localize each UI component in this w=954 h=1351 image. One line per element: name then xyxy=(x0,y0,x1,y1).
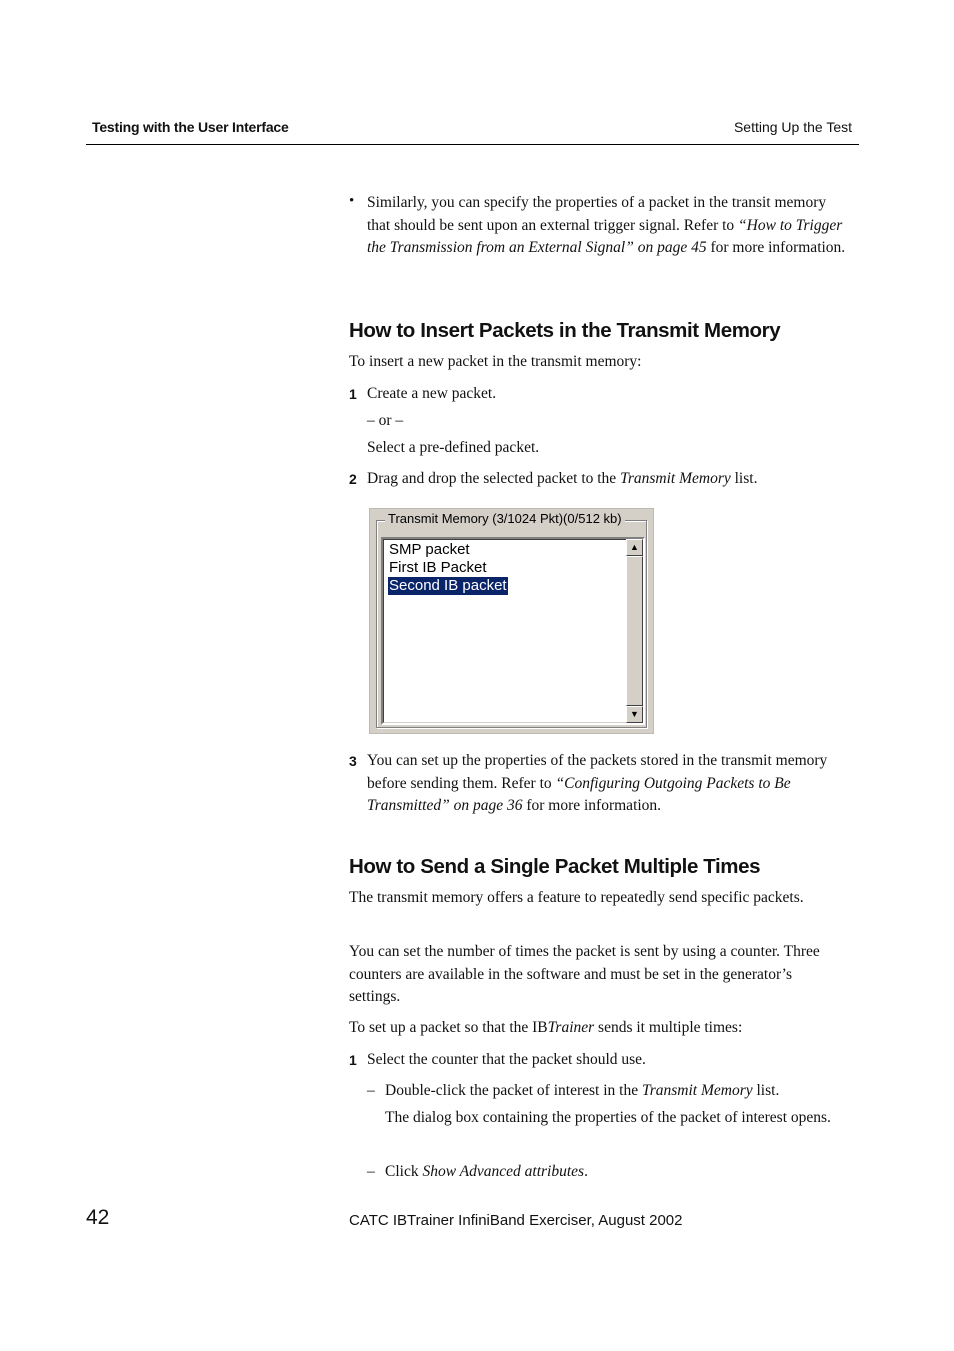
step1-text: Create a new packet. xyxy=(367,385,497,402)
groupbox-title: Transmit Memory (3/1024 Pkt)(0/512 kb) xyxy=(385,511,625,526)
step-number: 1 xyxy=(349,1052,357,1068)
cross-reference-link[interactable]: “How to Trigger the Transmission from an External Signal” on page 45 xyxy=(367,216,843,256)
dash-marker: – xyxy=(367,1163,375,1180)
step1-or: – or – xyxy=(367,412,404,429)
scroll-up-icon[interactable]: ▲ xyxy=(626,539,643,556)
list-item[interactable]: SMP packet xyxy=(389,541,470,558)
section-heading-send-multiple: How to Send a Single Packet Multiple Times xyxy=(349,855,761,878)
step-number: 1 xyxy=(349,386,357,402)
header-rule xyxy=(86,144,859,145)
substep-2-text: Click Show Advanced attributes. xyxy=(385,1163,588,1180)
page-number: 42 xyxy=(86,1206,110,1229)
section1-lead: To insert a new packet in the transmit memory: xyxy=(349,353,642,370)
step1-alt: Select a pre-defined packet. xyxy=(367,439,540,456)
intro-text: Similarly, you can specify the properties of a packet in the transit memory that should be sent upon an external trigger signal. Refer to xyxy=(367,194,827,234)
section2-paragraph-1: The transmit memory offers a feature to repeatedly send specific packets. xyxy=(349,889,804,906)
intro-bullet-text xyxy=(367,192,852,260)
vertical-scrollbar[interactable] xyxy=(626,539,643,723)
running-header-right: Setting Up the Test xyxy=(733,119,852,135)
intro-text-end: for more information. xyxy=(706,239,846,256)
section2-step1-text: Select the counter that the packet should use. xyxy=(367,1051,646,1068)
scroll-thumb[interactable] xyxy=(626,556,643,706)
bullet-marker: • xyxy=(349,193,355,209)
transmit-memory-list[interactable] xyxy=(381,537,645,725)
transmit-memory-groupbox xyxy=(369,508,654,734)
section2-paragraph-3: To set up a packet so that the IBTrainer sends it multiple times: xyxy=(349,1019,743,1036)
scroll-down-icon[interactable]: ▼ xyxy=(626,706,643,723)
step2-text: Drag and drop the selected packet to the Transmit Memory list. xyxy=(367,470,758,487)
dash-marker: – xyxy=(367,1082,375,1099)
section2-paragraph-2: You can set the number of times the packet is sent by using a counter. Three counters are available in the software and must be set in the generator’s settings. xyxy=(349,943,820,1005)
list-item[interactable]: First IB Packet xyxy=(389,559,487,576)
running-header-left: Testing with the User Interface xyxy=(92,119,289,135)
section-heading-insert-packets: How to Insert Packets in the Transmit Memory xyxy=(349,319,781,342)
substep-1-note: The dialog box containing the properties of the packet of interest opens. xyxy=(385,1109,831,1126)
list-item-selected[interactable]: Second IB packet xyxy=(389,577,507,594)
step-number: 2 xyxy=(349,471,357,487)
substep-1-text: Double-click the packet of interest in the Transmit Memory list. xyxy=(385,1082,780,1099)
cross-reference-link[interactable]: “Configuring Outgoing Packets to Be Transmitted” on page 36 xyxy=(367,774,791,814)
step-number: 3 xyxy=(349,753,357,769)
step3-text: You can set up the properties of the packets stored in the transmit memory before sending them. Refer to “Configuring Outgoing Packets to Be Transmitted” on page 36 for more information. xyxy=(367,752,828,814)
footer-text: CATC IBTrainer InfiniBand Exerciser, August 2002 xyxy=(349,1212,683,1229)
